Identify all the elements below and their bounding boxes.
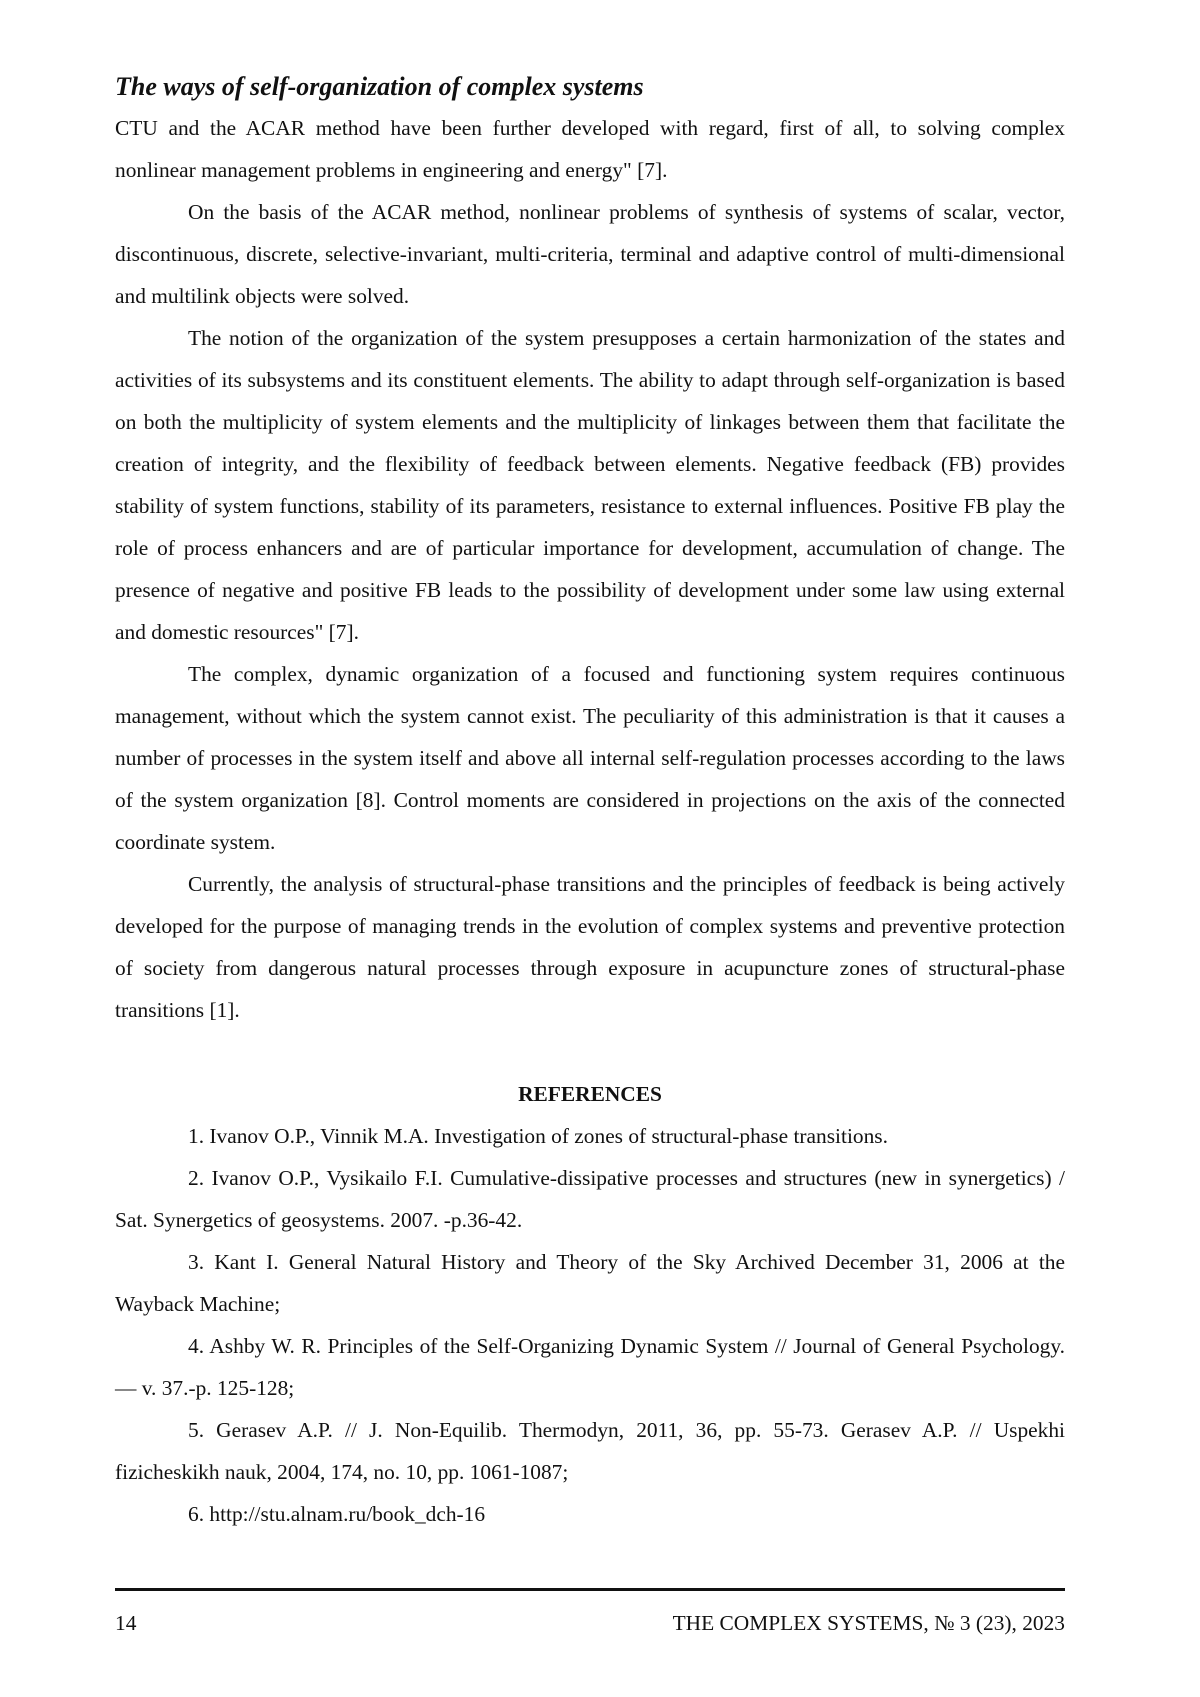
body-paragraph: The notion of the organization of the system presupposes a certain harmonization of the states and activities of its subsystems and its constituent elements. The ability to adapt through self-organization is based on both the multiplicity of system elements and the multiplicity of linkages between them that facilitate the creation of integrity, and the flexibility of feedback between elements. Negative feedback (FB) provides stability of system functions, stability of its parameters, resistance to external influences. Positive FB play the role of process enhancers and are of particular importance for development, accumulation of change. The presence of negative and positive FB leads to the possibility of development under some law using external and domestic resources" [7].	[115, 326, 1065, 644]
footer-divider	[115, 1588, 1065, 1591]
body-paragraph: On the basis of the ACAR method, nonlinear problems of synthesis of systems of scalar, vector, discontinuous, discrete, selective-invariant, multi-criteria, terminal and adaptive control of multi-dimensional and multilink objects were solved.	[115, 200, 1065, 308]
reference-item: 1. Ivanov O.P., Vinnik M.A. Investigation of zones of structural-phase transitions.	[188, 1124, 888, 1148]
reference-item: 3. Kant I. General Natural History and Theory of the Sky Archived December 31, 2006 at the Wayback Machine;	[115, 1250, 1065, 1316]
body-paragraph: CTU and the ACAR method have been further developed with regard, first of all, to solving complex nonlinear management problems in engineering and energy" [7].	[115, 116, 1065, 182]
running-title: The ways of self-organization of complex systems	[115, 72, 644, 101]
reference-item: 6. http://stu.alnam.ru/book_dch-16	[188, 1502, 486, 1526]
page-number: 14	[115, 1611, 137, 1635]
reference-item: 2. Ivanov O.P., Vysikailo F.I. Cumulative-dissipative processes and structures (new in synergetics) / Sat. Synergetics of geosystems. 2007. -p.36-42.	[115, 1166, 1065, 1232]
section-spacer	[115, 1031, 1065, 1073]
reference-item: 5. Gerasev A.P. // J. Non-Equilib. Thermodyn, 2011, 36, pp. 55-73. Gerasev A.P. // Uspekhi fizicheskikh nauk, 2004, 174, no. 10, pp. 1061-1087;	[115, 1418, 1065, 1484]
body-paragraph: Currently, the analysis of structural-phase transitions and the principles of feedback is being actively developed for the purpose of managing trends in the evolution of complex systems and preventive protection of society from dangerous natural processes through exposure in acupuncture zones of structural-phase transitions [1].	[115, 872, 1065, 1022]
reference-item: 4. Ashby W. R. Principles of the Self-Organizing Dynamic System // Journal of General Psychology. — v. 37.-p. 125-128;	[115, 1334, 1065, 1400]
page-footer	[115, 1608, 1065, 1638]
body-paragraph: The complex, dynamic organization of a focused and functioning system requires continuous management, without which the system cannot exist. The peculiarity of this administration is that it causes a number of processes in the system itself and above all internal self-regulation processes according to the laws of the system organization [8]. Control moments are considered in projections on the axis of the connected coordinate system.	[115, 662, 1065, 854]
journal-name: THE COMPLEX SYSTEMS, № 3 (23), 2023	[672, 1611, 1065, 1635]
page-content	[115, 70, 1065, 1535]
references-heading: REFERENCES	[518, 1082, 662, 1106]
